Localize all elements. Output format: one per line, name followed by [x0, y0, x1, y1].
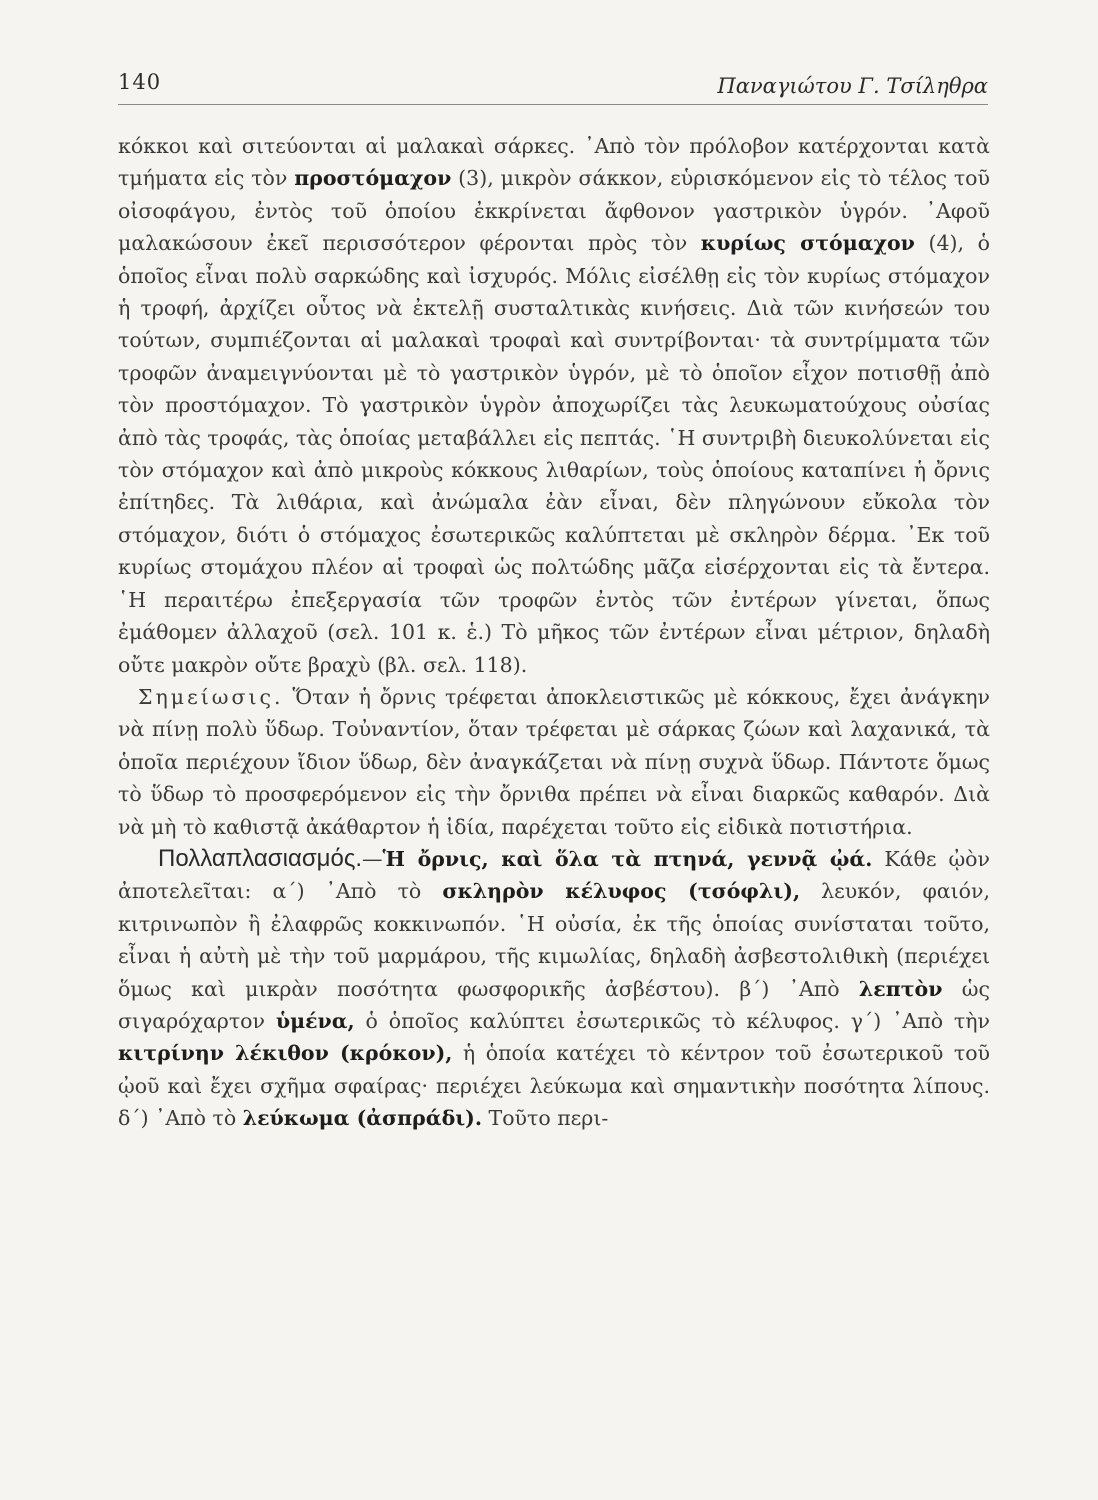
note-label: Σημείωσις.	[138, 684, 284, 709]
body-text	[118, 130, 990, 1135]
term-thin: λεπτὸν	[858, 976, 943, 1001]
text-run: ὁ ὁποῖος καλύπτει ἐσωτερικῶς τὸ κέλυφος. γ΄) ᾿Απὸ τὴν	[354, 1008, 990, 1033]
text-run: Τοῦτο περι-	[482, 1106, 609, 1131]
term-stomach: κυρίως στόμαχον	[700, 231, 915, 256]
text-run: (4), ὁ ὁποῖος εἶναι πολὺ σαρκώδης καὶ ἰσχυρός. Μόλις εἰσέλθῃ εἰς τὸν κυρίως στόμαχον ἡ τροφή, ἀρχίζει οὗτος νὰ ἐκτελῇ συσταλτικὰς κινήσεις. Διὰ τῶν κινήσεών του τούτων, συμπιέζονται αἱ μαλακαὶ τροφαὶ καὶ συντρίβονται· τὰ συντρίμματα τῶν τροφῶν ἀναμειγνύονται μὲ τὸ γαστρικὸν ὑγρόν, μὲ τὸ ὁποῖον εἶχον ποτισθῇ ἀπὸ τὸν προστόμαχον. Τὸ γαστρικὸν ὑγρὸν ἀποχωρίζει τὰς λευκωματούχους οὐσίας ἀπὸ τὰς τροφάς, τὰς ὁποίας μεταβάλλει εἰς πεπτάς. ῾Η συντριβὴ διευκολύνεται εἰς τὸν στόμαχον καὶ ἀπὸ μικροὺς κόκκους λιθαρίων, τοὺς ὁποίους καταπίνει ἡ ὄρνις ἐπίτηδες. Τὰ λιθάρια, καὶ ἀνώμαλα ἐὰν εἶναι, δὲν πληγώνουν εὔκολα τὸν στόμαχον, διότι ὁ στόμαχος ἐσωτερικῶς καλύπτεται μὲ σκληρὸν δέρμα. ᾿Εκ τοῦ κυρίως στομάχου πλέον αἱ τροφαὶ ὡς πολτώδης μᾶζα εἰσέρχονται εἰς τὰ ἔντερα. ῾Η περαιτέρω ἐπεξεργασία τῶν τροφῶν ἐντὸς τῶν ἐντέρων γίνεται, ὅπως ἐμάθομεν ἀλλαχοῦ (σελ. 101 κ. ἑ.) Τὸ μῆκος τῶν ἐντέρων εἶναι μέτριον, δηλαδὴ οὔτε μακρὸν οὔτε βραχὺ (βλ. σελ. 118).	[118, 231, 990, 677]
paragraph-note	[118, 681, 990, 843]
section-heading: Πολλαπλασιασμός.	[158, 844, 363, 872]
text-run: ἡ ὁποία κατέχει τὸ κέντρον τοῦ ἐσωτερικοῦ τοῦ ᾠοῦ καὶ ἔχει σχῆμα σφαίρας· περιέχει λεύκωμα καὶ σημαντικὴν ποσότητα λίπους. δ΄) ᾿Απὸ τὸ	[118, 1041, 991, 1131]
header-rule	[118, 104, 988, 105]
page-header	[118, 66, 988, 100]
running-head: Παναγιώτου Γ. Τσίληθρα	[717, 74, 988, 98]
text-run: λευκόν, φαιόν, κιτρινωπὸν ἢ ἐλαφρῶς κοκκινωπόν. ῾Η οὐσία, ἐκ τῆς ὁποίας συνίσταται τοῦτο, εἶναι ἡ αὐτὴ μὲ τὴν τοῦ μαρμάρου, τῆς κιμωλίας, δηλαδὴ ἀσβεστολιθικὴ (περιέχει ὅμως καὶ μικρὰν ποσότητα φωσφορικῆς ἀσβέστου). β΄) ᾿Απὸ	[118, 879, 990, 1001]
term-albumen: λεύκωμα (ἀσπράδι).	[242, 1106, 482, 1131]
term-shell: σκληρὸν κέλυφος (τσόφλι),	[442, 879, 801, 904]
text-run: Κάθε ᾠὸν ἀποτελεῖται: α΄) ᾿Απὸ τὸ	[118, 846, 990, 904]
note-text: Ὅταν ἡ ὄρνις τρέφεται ἀποκλειστικῶς μὲ κόκκους, ἔχει ἀνάγκην νὰ πίνῃ πολὺ ὕδωρ. Τοὐναντίον, ὅταν τρέφεται μὲ σάρκας ζώων καὶ λαχανικά, τὰ ὁποῖα περιέχουν ἴδιον ὕδωρ, δὲν ἀναγκάζεται νὰ πίνῃ συχνὰ ὕδωρ. Πάντοτε ὅμως τὸ ὕδωρ τὸ προσφερόμενον εἰς τὴν ὄρνιθα πρέπει νὰ εἶναι διαρκῶς καθαρόν. Διὰ νὰ μὴ τὸ καθιστᾷ ἀκάθαρτον ἡ ἰδία, παρέχεται τοῦτο εἰς εἰδικὰ ποτιστήρια.	[118, 684, 990, 839]
page-number: 140	[118, 70, 162, 94]
paragraph-reproduction	[118, 843, 990, 1135]
text-run: —	[362, 846, 383, 871]
term-yolk: κιτρίνην λέκιθον (κρόκον),	[118, 1041, 453, 1066]
text-run: κόκκοι καὶ σιτεύονται αἱ μαλακαὶ σάρκες. ᾿Απὸ τὸν πρόλοβον κατέρχονται κατὰ τμήματα εἰς τὸν	[118, 134, 990, 191]
term-lays-eggs: Ἡ ὄρνις, καὶ ὅλα τὰ πτηνά, γεννᾷ ᾠά.	[382, 846, 873, 871]
paragraph-digestion	[118, 130, 990, 681]
text-run: (3), μικρὸν σάκκον, εὑρισκόμενον εἰς τὸ τέλος τοῦ οἰσοφάγου, ἐντὸς τοῦ ὁποίου ἐκκρίνεται ἄφθονον γαστρικὸν ὑγρόν. ᾿Αφοῦ μαλακώσουν ἐκεῖ περισσότερον φέρονται πρὸς τὸν	[118, 166, 990, 256]
text-run: ὡς σιγαρόχαρτον	[118, 976, 990, 1033]
term-proventriculus: προστόμαχον	[294, 166, 452, 191]
term-membrane: ὑμένα,	[275, 1008, 355, 1033]
